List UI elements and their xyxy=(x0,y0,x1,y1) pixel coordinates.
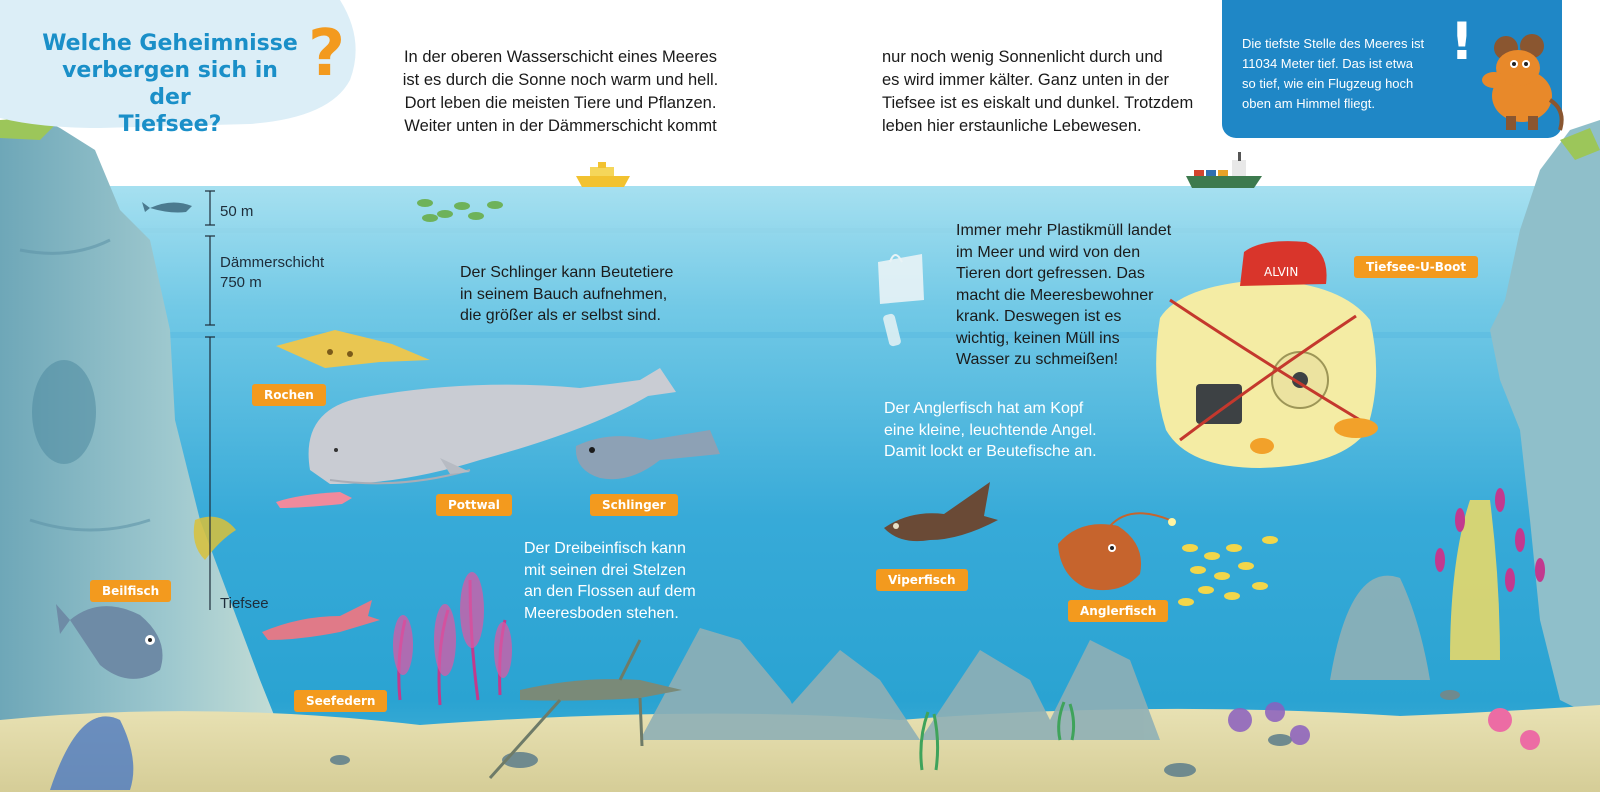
plastic-waste-description: Immer mehr Plastikmüll landet im Meer und wird von den Tieren dort gefressen. Das macht die Meeresbewohner krank. Deswegen ist es wichtig, keinen Müll ins Wasser zu schmeißen! xyxy=(956,222,1172,368)
plastic-bag xyxy=(878,254,924,304)
tag-viperfisch: Viperfisch xyxy=(876,569,968,591)
depth-label-surface: 50 m xyxy=(220,203,254,220)
tag-tiefsee-u-boot: Tiefsee-U-Boot xyxy=(1354,256,1478,278)
yellow-ship xyxy=(576,162,630,187)
tag-schlinger: Schlinger xyxy=(590,494,678,516)
question-mark-icon: ? xyxy=(308,17,346,91)
intro-text-right: nur noch wenig Sonnenlicht durch und es wird immer kälter. Ganz unten in der Tiefsee ist es eiskalt und dunkel. Trotzdem leben hier erstaunliche Lebewesen. xyxy=(882,48,1194,135)
depth-label-deep-sea: Tiefsee xyxy=(220,595,269,612)
tag-anglerfisch: Anglerfisch xyxy=(1068,600,1168,622)
fact-text: Die tiefste Stelle des Meeres ist 11034 Meter tief. Das ist etwa so tief, wie ein Flugzeug hoch oben am Himmel fliegt. xyxy=(1242,36,1425,111)
page-title: Welche Geheimnisse verbergen sich in der Tiefsee? xyxy=(42,31,298,137)
tag-pottwal: Pottwal xyxy=(436,494,512,516)
container-ship xyxy=(1186,152,1262,188)
fact-box xyxy=(1222,0,1562,138)
submarine-name: ALVIN xyxy=(1264,265,1299,279)
depth-label-twilight: Dämmerschicht 750 m xyxy=(220,254,325,291)
tag-seefedern: Seefedern xyxy=(294,690,387,712)
tripod-fish-description: Der Dreibeinfisch kann mit seinen drei Stelzen an den Flossen auf dem Meeresboden stehen. xyxy=(524,540,696,622)
mouse-mascot-icon xyxy=(1470,30,1566,134)
tag-rochen: Rochen xyxy=(252,384,326,406)
tag-beilfisch: Beilfisch xyxy=(90,580,171,602)
gulper-description: Der Schlinger kann Beutetiere in seinem Bauch aufnehmen, die größer als er selbst sind. xyxy=(460,264,674,324)
intro-text-left: In der oberen Wasserschicht eines Meeres ist es durch die Sonne noch warm und hell. Dort leben die meisten Tiere und Pflanzen. Weiter unten in der Dämmerschicht kommt xyxy=(402,48,719,135)
anglerfish-description: Der Anglerfisch hat am Kopf eine kleine, leuchtende Angel. Damit lockt er Beutefische an. xyxy=(884,400,1097,460)
exclamation-icon: ! xyxy=(1450,12,1474,72)
